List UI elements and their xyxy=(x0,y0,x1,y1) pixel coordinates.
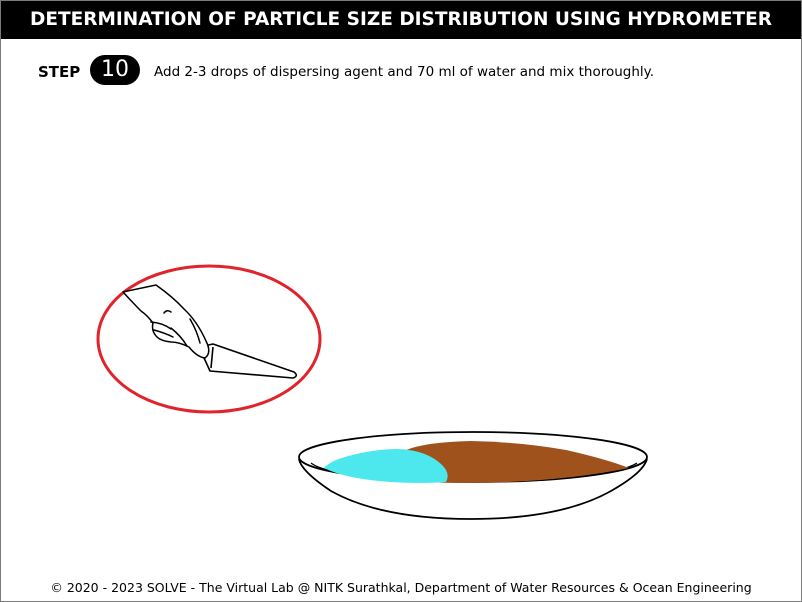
step-label: STEP xyxy=(38,63,81,81)
step-instruction: Add 2-3 drops of dispersing agent and 70 ml of water and mix thoroughly. xyxy=(154,64,655,80)
highlight-ring[interactable] xyxy=(98,266,320,412)
step-number-badge: 10 xyxy=(90,55,140,85)
spatula-hand-hotspot[interactable] xyxy=(98,266,320,412)
evaporating-dish xyxy=(299,432,647,519)
experiment-scene xyxy=(1,1,801,601)
page-title: DETERMINATION OF PARTICLE SIZE DISTRIBUTION USING HYDROMETER xyxy=(1,1,801,39)
footer-copyright: © 2020 - 2023 SOLVE - The Virtual Lab @ NITK Surathkal, Department of Water Resources & Ocean Engineering xyxy=(50,580,752,595)
